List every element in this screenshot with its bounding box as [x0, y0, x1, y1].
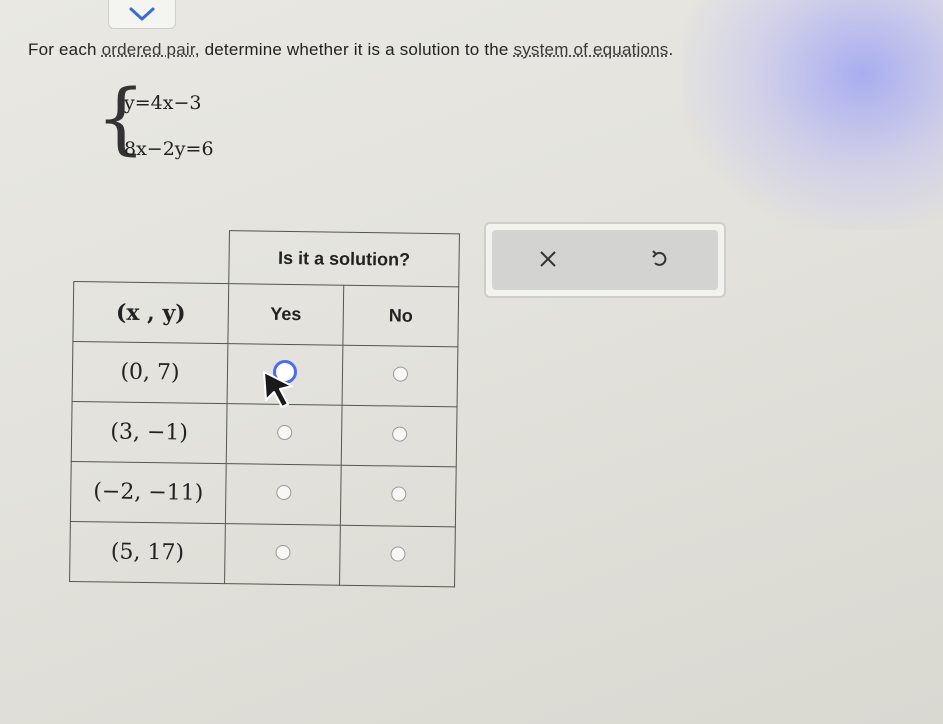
equation-2: 8x−2y=6	[124, 138, 214, 160]
chevron-down-icon	[127, 6, 157, 22]
no-radio[interactable]	[391, 486, 406, 501]
empty-corner-cell	[74, 229, 230, 284]
prompt-text-3: .	[668, 40, 674, 59]
pair-column-header: (x , y)	[73, 282, 229, 344]
solution-header: Is it a solution?	[229, 231, 460, 287]
ordered-pair: (0, 7)	[72, 341, 228, 403]
ordered-pair: (3, −1)	[71, 401, 227, 463]
yes-column-header: Yes	[228, 284, 344, 346]
toolbar-panel	[492, 230, 718, 290]
table-row	[70, 521, 456, 586]
ordered-pair: (−2, −11)	[70, 461, 226, 523]
no-radio-cell[interactable]	[340, 525, 456, 587]
collapse-tab[interactable]	[108, 0, 176, 29]
question-prompt	[28, 40, 673, 60]
equation-1: y=4x−3	[124, 92, 202, 114]
no-radio[interactable]	[392, 426, 407, 441]
table-row	[70, 461, 456, 526]
equation-system	[96, 74, 256, 178]
no-radio-cell[interactable]	[341, 405, 457, 467]
mouse-cursor-icon	[262, 370, 296, 414]
no-radio[interactable]	[392, 366, 407, 381]
yes-radio-cell[interactable]	[225, 524, 341, 586]
clear-button[interactable]	[528, 244, 568, 274]
ordered-pair: (5, 17)	[70, 521, 226, 583]
no-radio-cell[interactable]	[342, 345, 458, 407]
yes-radio[interactable]	[277, 424, 292, 439]
brace-icon: {	[96, 74, 146, 164]
yes-radio-cell[interactable]	[225, 464, 341, 526]
yes-radio[interactable]	[275, 544, 290, 559]
prompt-text-2: , determine whether it is a solution to the	[194, 40, 514, 59]
ordered-pair-link[interactable]: ordered pair	[101, 40, 195, 59]
no-column-header: No	[343, 285, 459, 347]
system-of-equations-link[interactable]: system of equations	[513, 40, 669, 59]
yes-radio[interactable]	[276, 484, 291, 499]
undo-icon	[650, 249, 670, 269]
no-radio-cell[interactable]	[340, 465, 456, 527]
answer-toolbar	[484, 222, 726, 298]
close-x-icon	[538, 249, 558, 269]
undo-button[interactable]	[640, 244, 680, 274]
no-radio[interactable]	[390, 546, 405, 561]
screen-glare	[683, 0, 943, 230]
prompt-text-1: For each	[28, 40, 102, 59]
